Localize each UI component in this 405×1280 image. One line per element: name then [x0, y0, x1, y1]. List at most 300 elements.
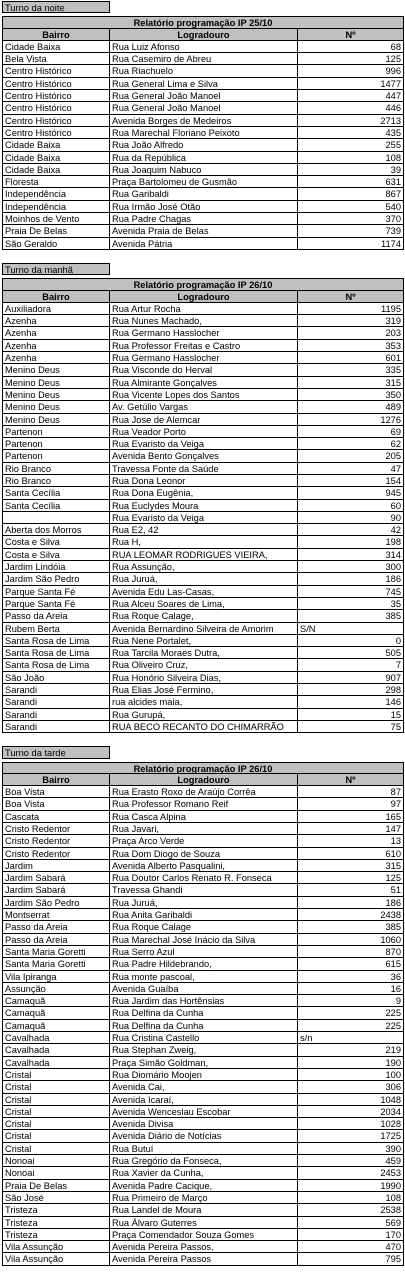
bairro-cell[interactable]: Cidade Baixa [2, 164, 110, 176]
bairro-cell[interactable]: Parque Santa Fé [2, 598, 110, 610]
table-row [2, 426, 404, 438]
table-row [2, 1217, 404, 1229]
bairro-cell[interactable]: Cristo Redentor [2, 835, 110, 847]
numero-cell[interactable]: 1990 [298, 1180, 404, 1192]
numero-cell[interactable]: 255 [298, 139, 404, 151]
numero-cell[interactable]: 69 [298, 426, 404, 438]
bairro-cell[interactable]: Vila Ipiranga [2, 971, 110, 983]
numero-cell[interactable]: 170 [298, 1229, 404, 1241]
numero-cell[interactable]: 100 [298, 1069, 404, 1081]
bairro-cell[interactable]: Menino Deus [2, 364, 110, 376]
table-row [2, 897, 404, 909]
logradouro-cell[interactable]: Rua Stephan Zweig, [110, 1044, 298, 1056]
numero-cell[interactable]: 1725 [298, 1130, 404, 1142]
bairro-cell[interactable]: Partenon [2, 450, 110, 462]
bairro-cell[interactable]: Centro Histórico [2, 102, 110, 114]
numero-cell[interactable]: 945 [298, 487, 404, 499]
numero-cell[interactable]: 335 [298, 364, 404, 376]
numero-cell[interactable]: 1174 [298, 238, 404, 250]
bairro-cell[interactable]: Santa Rosa de Lima [2, 635, 110, 647]
bairro-cell[interactable]: Cristal [2, 1094, 110, 1106]
bairro-cell[interactable]: São João [2, 672, 110, 684]
logradouro-cell[interactable]: Rua Honório Silveira Dias, [110, 672, 298, 684]
numero-cell[interactable]: 51 [298, 884, 404, 896]
bairro-cell[interactable]: Cristal [2, 1143, 110, 1155]
logradouro-cell[interactable]: rua alcides maia, [110, 696, 298, 708]
numero-cell[interactable]: 2713 [298, 115, 404, 127]
logradouro-cell[interactable]: Rua Juruá, [110, 573, 298, 585]
table-row [2, 201, 404, 213]
logradouro-cell[interactable]: Praça Comendador Souza Gomes [110, 1229, 298, 1241]
numero-cell[interactable]: 9 [298, 995, 404, 1007]
bairro-cell[interactable]: Santa Maria Goretti [2, 946, 110, 958]
bairro-cell[interactable]: Camaquã [2, 995, 110, 1007]
bairro-cell[interactable]: Jardim Sabará [2, 872, 110, 884]
logradouro-cell[interactable]: Avenida Alberto Pasqualini, [110, 860, 298, 872]
numero-cell[interactable]: 739 [298, 225, 404, 237]
logradouro-cell[interactable]: Avenida Bento Gonçalves [110, 450, 298, 462]
logradouro-cell[interactable]: Rua Casemiro de Abreu [110, 53, 298, 65]
bairro-cell[interactable]: Rio Branco [2, 463, 110, 475]
logradouro-cell[interactable]: Rua monte pascoal, [110, 971, 298, 983]
bairro-cell[interactable]: Cristal [2, 1130, 110, 1142]
logradouro-cell[interactable]: Rua Euclydes Moura [110, 500, 298, 512]
logradouro-cell[interactable]: Rua Elias José Fermino, [110, 684, 298, 696]
logradouro-cell[interactable]: Rua Delfina da Cunha [110, 1020, 298, 1032]
report-title-row [2, 762, 404, 774]
logradouro-cell[interactable]: Avenida Pátria [110, 238, 298, 250]
logradouro-cell[interactable]: Rua Dom Diogo de Souza [110, 848, 298, 860]
logradouro-cell[interactable]: Praça Simão Goldman, [110, 1057, 298, 1069]
logradouro-cell[interactable]: Avenida Pereira Passos, [110, 1241, 298, 1253]
bairro-cell[interactable]: Azenha [2, 352, 110, 364]
logradouro-cell[interactable]: Rua Butuí [110, 1143, 298, 1155]
bairro-cell[interactable]: Tristeza [2, 1217, 110, 1229]
numero-cell[interactable]: 631 [298, 176, 404, 188]
numero-cell[interactable]: 0 [298, 635, 404, 647]
logradouro-cell[interactable]: RUA BECO RECANTO DO CHIMARRÃO [110, 721, 298, 733]
numero-cell[interactable]: 108 [298, 1192, 404, 1204]
numero-cell[interactable]: 60 [298, 500, 404, 512]
table-row [2, 1143, 404, 1155]
numero-cell[interactable]: 867 [298, 188, 404, 200]
logradouro-cell[interactable]: Rua Primeiro de Março [110, 1192, 298, 1204]
bairro-cell[interactable]: Azenha [2, 327, 110, 339]
bairro-cell[interactable]: Cascata [2, 811, 110, 823]
logradouro-cell[interactable]: Travessa Ghandi [110, 884, 298, 896]
bairro-cell[interactable]: Centro Histórico [2, 127, 110, 139]
logradouro-cell[interactable]: Rua General João Manoel [110, 102, 298, 114]
bairro-cell[interactable]: Rubem Berta [2, 623, 110, 635]
bairro-cell[interactable]: Partenon [2, 438, 110, 450]
logradouro-cell[interactable]: Rua Serro Azul [110, 946, 298, 958]
numero-cell[interactable]: 42 [298, 524, 404, 536]
logradouro-cell[interactable]: Rua Casca Alpina [110, 811, 298, 823]
table-row [2, 238, 404, 250]
logradouro-cell[interactable]: Rua Marechal Floriano Peixoto [110, 127, 298, 139]
numero-cell[interactable]: 446 [298, 102, 404, 114]
logradouro-cell[interactable]: Rua Cristina Castello [110, 1032, 298, 1044]
logradouro-cell[interactable]: Rua Jardim das Hortênsias [110, 995, 298, 1007]
numero-cell[interactable]: 125 [298, 872, 404, 884]
bairro-cell[interactable]: Centro Histórico [2, 78, 110, 90]
numero-cell[interactable]: 1276 [298, 414, 404, 426]
bairro-cell[interactable]: Sarandi [2, 696, 110, 708]
bairro-cell[interactable]: Independência [2, 201, 110, 213]
bairro-cell[interactable]: Auxiliadora [2, 303, 110, 315]
bairro-cell[interactable]: Independência [2, 188, 110, 200]
numero-cell[interactable]: 385 [298, 921, 404, 933]
table-row [2, 598, 404, 610]
logradouro-cell[interactable]: Travessa Fonte da Saúde [110, 463, 298, 475]
bairro-cell[interactable]: Santa Cecília [2, 500, 110, 512]
bairro-cell[interactable]: Passo da Areia [2, 610, 110, 622]
numero-cell[interactable]: S/N [298, 623, 404, 635]
logradouro-cell[interactable]: Rua Diomário Moojen [110, 1069, 298, 1081]
bairro-cell[interactable]: Cristal [2, 1118, 110, 1130]
numero-cell[interactable]: 1028 [298, 1118, 404, 1130]
bairro-cell[interactable]: Cavalhada [2, 1057, 110, 1069]
bairro-cell[interactable]: São José [2, 1192, 110, 1204]
column-header-bairro: Bairro [2, 774, 110, 786]
numero-cell[interactable]: 225 [298, 1007, 404, 1019]
bairro-cell[interactable]: Sarandi [2, 721, 110, 733]
logradouro-cell[interactable]: Rua Nunes Machado, [110, 315, 298, 327]
bairro-cell[interactable]: Jardim [2, 860, 110, 872]
numero-cell[interactable]: 489 [298, 401, 404, 413]
numero-cell[interactable]: 353 [298, 340, 404, 352]
numero-cell[interactable]: 205 [298, 450, 404, 462]
numero-cell[interactable]: 87 [298, 786, 404, 798]
numero-cell[interactable]: 1195 [298, 303, 404, 315]
numero-cell[interactable]: 2438 [298, 909, 404, 921]
bairro-cell[interactable]: Boa Vista [2, 798, 110, 810]
shift-title: Turno da manhã [2, 263, 110, 275]
bairro-cell[interactable]: Boa Vista [2, 786, 110, 798]
bairro-cell[interactable]: Jardim São Pedro [2, 573, 110, 585]
bairro-cell[interactable]: Sarandi [2, 709, 110, 721]
bairro-cell[interactable]: Azenha [2, 315, 110, 327]
logradouro-cell[interactable]: Avenida Praia de Belas [110, 225, 298, 237]
logradouro-cell[interactable]: Rua Tarcila Moraes Dutra, [110, 647, 298, 659]
logradouro-cell[interactable]: Praça Bartolomeu de Gusmão [110, 176, 298, 188]
numero-cell[interactable]: 225 [298, 1020, 404, 1032]
spacer-row [2, 733, 404, 746]
numero-cell[interactable]: 186 [298, 573, 404, 585]
table-row [2, 709, 404, 721]
bairro-cell[interactable]: Camaquã [2, 1007, 110, 1019]
bairro-cell[interactable]: Cristal [2, 1069, 110, 1081]
logradouro-cell[interactable]: Avenida Diário de Notícias [110, 1130, 298, 1142]
numero-cell[interactable]: 165 [298, 811, 404, 823]
numero-cell[interactable]: 35 [298, 598, 404, 610]
numero-cell[interactable]: 300 [298, 561, 404, 573]
table-row [2, 152, 404, 164]
bairro-cell[interactable]: Jardim Sabará [2, 884, 110, 896]
numero-cell[interactable]: 186 [298, 897, 404, 909]
bairro-cell[interactable]: Tristeza [2, 1229, 110, 1241]
numero-cell[interactable]: 154 [298, 475, 404, 487]
numero-cell[interactable]: 203 [298, 327, 404, 339]
numero-cell[interactable]: 306 [298, 1081, 404, 1093]
numero-cell[interactable]: 7 [298, 659, 404, 671]
bairro-cell[interactable]: Aberta dos Morros [2, 524, 110, 536]
bairro-cell[interactable]: Cristo Redentor [2, 823, 110, 835]
numero-cell[interactable]: 459 [298, 1155, 404, 1167]
report-title-row [2, 16, 404, 28]
numero-cell[interactable]: s/n [298, 1032, 404, 1044]
numero-cell[interactable]: 540 [298, 201, 404, 213]
bairro-cell[interactable]: Santa Rosa de Lima [2, 647, 110, 659]
table-row [2, 1253, 404, 1265]
logradouro-cell[interactable]: Rua Xavier da Cunha, [110, 1167, 298, 1179]
numero-cell[interactable]: 219 [298, 1044, 404, 1056]
logradouro-cell[interactable]: Rua H, [110, 536, 298, 548]
bairro-cell[interactable]: Partenon [2, 426, 110, 438]
logradouro-cell[interactable]: Rua Erasto Roxo de Araújo Corrêa [110, 786, 298, 798]
logradouro-cell[interactable]: Avenida Padre Cacique, [110, 1180, 298, 1192]
numero-cell[interactable]: 314 [298, 549, 404, 561]
numero-cell[interactable]: 68 [298, 41, 404, 53]
numero-cell[interactable]: 1060 [298, 934, 404, 946]
bairro-cell[interactable]: Praia De Belas [2, 225, 110, 237]
logradouro-cell[interactable]: Avenida Wenceslau Escobar [110, 1106, 298, 1118]
logradouro-cell[interactable]: Rua Assunção, [110, 561, 298, 573]
logradouro-cell[interactable]: Rua Riachuelo [110, 65, 298, 77]
logradouro-cell[interactable]: Rua Oliveiro Cruz, [110, 659, 298, 671]
numero-cell[interactable]: 90 [298, 512, 404, 524]
bairro-cell[interactable]: Cristal [2, 1081, 110, 1093]
logradouro-cell[interactable]: Rua Dona Leonor [110, 475, 298, 487]
logradouro-cell[interactable]: Rua Delfina da Cunha [110, 1007, 298, 1019]
logradouro-cell[interactable]: Rua Vicente Lopes dos Santos [110, 389, 298, 401]
bairro-cell[interactable]: Menino Deus [2, 401, 110, 413]
logradouro-cell[interactable]: Rua Juruá, [110, 897, 298, 909]
bairro-cell[interactable]: Centro Histórico [2, 65, 110, 77]
numero-cell[interactable]: 315 [298, 860, 404, 872]
logradouro-cell[interactable]: Avenida Pereira Passos [110, 1253, 298, 1265]
numero-cell[interactable]: 795 [298, 1253, 404, 1265]
logradouro-cell[interactable]: Rua Veador Porto [110, 426, 298, 438]
numero-cell[interactable]: 198 [298, 536, 404, 548]
logradouro-cell[interactable]: Rua Roque Calage, [110, 610, 298, 622]
numero-cell[interactable]: 2453 [298, 1167, 404, 1179]
table-row [2, 573, 404, 585]
bairro-cell[interactable]: Sarandi [2, 684, 110, 696]
logradouro-cell[interactable]: Avenida Bernardino Silveira de Amorim [110, 623, 298, 635]
bairro-cell[interactable]: Cidade Baixa [2, 139, 110, 151]
bairro-cell[interactable]: Vila Assunção [2, 1241, 110, 1253]
logradouro-cell[interactable]: Av. Getúlio Vargas [110, 401, 298, 413]
bairro-cell[interactable]: Cidade Baixa [2, 41, 110, 53]
logradouro-cell[interactable]: Rua Álvaro Guterres [110, 1217, 298, 1229]
logradouro-cell[interactable]: Rua Doutor Carlos Renato R. Fonseca [110, 872, 298, 884]
logradouro-cell[interactable]: Rua Padre Hildebrando, [110, 958, 298, 970]
logradouro-cell[interactable]: Rua Marechal José Inácio da Silva [110, 934, 298, 946]
bairro-cell[interactable]: Menino Deus [2, 377, 110, 389]
numero-cell[interactable]: 907 [298, 672, 404, 684]
logradouro-cell[interactable]: Rua Nene Portalet, [110, 635, 298, 647]
table-row [2, 127, 404, 139]
bairro-cell[interactable]: Camaquã [2, 1020, 110, 1032]
bairro-cell[interactable]: Menino Deus [2, 414, 110, 426]
numero-cell[interactable]: 13 [298, 835, 404, 847]
logradouro-cell[interactable]: Avenida Icaraí, [110, 1094, 298, 1106]
numero-cell[interactable]: 1477 [298, 78, 404, 90]
logradouro-cell[interactable]: Rua Luiz Afonso [110, 41, 298, 53]
bairro-cell[interactable]: Floresta [2, 176, 110, 188]
numero-cell[interactable]: 315 [298, 377, 404, 389]
logradouro-cell[interactable]: Rua Visconde do Herval [110, 364, 298, 376]
numero-cell[interactable]: 47 [298, 463, 404, 475]
table-row [2, 327, 404, 339]
report-title: Relatório programação IP 26/10 [2, 278, 404, 290]
numero-cell[interactable]: 39 [298, 164, 404, 176]
logradouro-cell[interactable]: Rua General João Manoel [110, 90, 298, 102]
numero-cell[interactable]: 385 [298, 610, 404, 622]
logradouro-cell[interactable]: Rua Evaristo da Veiga [110, 438, 298, 450]
logradouro-cell[interactable]: Rua Gregório da Fonseca, [110, 1155, 298, 1167]
bairro-cell[interactable]: Santa Cecília [2, 487, 110, 499]
bairro-cell[interactable]: Bela Vista [2, 53, 110, 65]
bairro-cell[interactable]: Cavalhada [2, 1044, 110, 1056]
numero-cell[interactable]: 147 [298, 823, 404, 835]
report-title: Relatório programação IP 26/10 [2, 762, 404, 774]
numero-cell[interactable]: 745 [298, 586, 404, 598]
numero-cell[interactable]: 2034 [298, 1106, 404, 1118]
numero-cell[interactable]: 298 [298, 684, 404, 696]
bairro-cell[interactable]: Cristo Redentor [2, 848, 110, 860]
logradouro-cell[interactable]: Rua Alceu Soares de Lima, [110, 598, 298, 610]
logradouro-cell[interactable]: Rua Germano Hasslocher [110, 352, 298, 364]
logradouro-cell[interactable]: Avenida Guaíba [110, 983, 298, 995]
bairro-cell[interactable]: Moinhos de Vento [2, 213, 110, 225]
numero-cell[interactable]: 435 [298, 127, 404, 139]
numero-cell[interactable]: 870 [298, 946, 404, 958]
logradouro-cell[interactable]: Rua Joaquim Nabuco [110, 164, 298, 176]
bairro-cell[interactable]: Parque Santa Fé [2, 586, 110, 598]
logradouro-cell[interactable]: Rua Javari, [110, 823, 298, 835]
bairro-cell[interactable]: Santa Rosa de Lima [2, 659, 110, 671]
numero-cell[interactable]: 601 [298, 352, 404, 364]
logradouro-cell[interactable]: Rua General Lima e Silva [110, 78, 298, 90]
bairro-cell[interactable]: Vila Assunção [2, 1253, 110, 1265]
numero-cell[interactable]: 996 [298, 65, 404, 77]
logradouro-cell[interactable]: Rua Garibaldi [110, 188, 298, 200]
bairro-cell[interactable]: Cidade Baixa [2, 152, 110, 164]
bairro-cell[interactable]: Montserrat [2, 909, 110, 921]
logradouro-cell[interactable]: Rua Artur Rocha [110, 303, 298, 315]
bairro-cell[interactable]: Nonoai [2, 1167, 110, 1179]
column-header-numero: Nº [298, 291, 404, 303]
logradouro-cell[interactable]: Avenida Divisa [110, 1118, 298, 1130]
logradouro-cell[interactable]: Rua Roque Calage [110, 921, 298, 933]
numero-cell[interactable]: 447 [298, 90, 404, 102]
table-row [2, 512, 404, 524]
numero-cell[interactable]: 146 [298, 696, 404, 708]
numero-cell[interactable]: 505 [298, 647, 404, 659]
bairro-cell[interactable]: Jardim Lindóia [2, 561, 110, 573]
logradouro-cell[interactable]: Rua Irmão José Otão [110, 201, 298, 213]
numero-cell[interactable]: 16 [298, 983, 404, 995]
bairro-cell[interactable]: Centro Histórico [2, 90, 110, 102]
table-row [2, 823, 404, 835]
numero-cell[interactable]: 610 [298, 848, 404, 860]
logradouro-cell[interactable]: Avenida Edu Las-Casas, [110, 586, 298, 598]
logradouro-cell[interactable]: Rua Jose de Alemcar [110, 414, 298, 426]
bairro-cell[interactable]: Rio Branco [2, 475, 110, 487]
numero-cell[interactable]: 36 [298, 971, 404, 983]
logradouro-cell[interactable]: Rua Germano Hasslocher [110, 327, 298, 339]
logradouro-cell[interactable]: Rua Almirante Gonçalves [110, 377, 298, 389]
logradouro-cell[interactable]: Avenida Cai, [110, 1081, 298, 1093]
bairro-cell[interactable]: Jardim São Pedro [2, 897, 110, 909]
logradouro-cell[interactable]: Rua João Alfredo [110, 139, 298, 151]
numero-cell[interactable]: 569 [298, 1217, 404, 1229]
numero-cell[interactable]: 108 [298, 152, 404, 164]
numero-cell[interactable]: 1048 [298, 1094, 404, 1106]
bairro-cell[interactable]: Costa e Silva [2, 549, 110, 561]
logradouro-cell[interactable]: Rua Professor Freitas e Castro [110, 340, 298, 352]
logradouro-cell[interactable]: Rua da República [110, 152, 298, 164]
bairro-cell[interactable]: Tristeza [2, 1204, 110, 1216]
logradouro-cell[interactable]: Avenida Borges de Medeiros [110, 115, 298, 127]
logradouro-cell[interactable]: Rua E2, 42 [110, 524, 298, 536]
numero-cell[interactable]: 15 [298, 709, 404, 721]
numero-cell[interactable]: 615 [298, 958, 404, 970]
numero-cell[interactable]: 370 [298, 213, 404, 225]
bairro-cell[interactable] [2, 512, 110, 524]
logradouro-cell[interactable]: Rua Anita Garibaldi [110, 909, 298, 921]
numero-cell[interactable]: 350 [298, 389, 404, 401]
bairro-cell[interactable]: Santa Maria Goretti [2, 958, 110, 970]
logradouro-cell[interactable]: Rua Evaristo da Veiga [110, 512, 298, 524]
numero-cell[interactable]: 75 [298, 721, 404, 733]
numero-cell[interactable]: 470 [298, 1241, 404, 1253]
logradouro-cell[interactable]: RUA LEOMAR RODRIGUES VIEIRA, [110, 549, 298, 561]
bairro-cell[interactable]: Costa e Silva [2, 536, 110, 548]
numero-cell[interactable]: 390 [298, 1143, 404, 1155]
logradouro-cell[interactable]: Rua Landel de Moura [110, 1204, 298, 1216]
logradouro-cell[interactable]: Rua Gurupá, [110, 709, 298, 721]
bairro-cell[interactable]: Centro Histórico [2, 115, 110, 127]
shift-title-row [2, 263, 404, 275]
numero-cell[interactable]: 319 [298, 315, 404, 327]
table-row [2, 41, 404, 53]
logradouro-cell[interactable]: Rua Professor Romano Reif [110, 798, 298, 810]
bairro-cell[interactable]: Assunção [2, 983, 110, 995]
bairro-cell[interactable]: Praia De Belas [2, 1180, 110, 1192]
bairro-cell[interactable]: Passo da Areia [2, 921, 110, 933]
bairro-cell[interactable]: Menino Deus [2, 389, 110, 401]
logradouro-cell[interactable]: Rua Padre Chagas [110, 213, 298, 225]
numero-cell[interactable]: 62 [298, 438, 404, 450]
logradouro-cell[interactable]: Rua Dona Eugênia, [110, 487, 298, 499]
bairro-cell[interactable]: Azenha [2, 340, 110, 352]
numero-cell[interactable]: 2538 [298, 1204, 404, 1216]
table-row [2, 475, 404, 487]
numero-cell[interactable]: 190 [298, 1057, 404, 1069]
bairro-cell[interactable]: Nonoai [2, 1155, 110, 1167]
numero-cell[interactable]: 125 [298, 53, 404, 65]
bairro-cell[interactable]: Passo da Areia [2, 934, 110, 946]
bairro-cell[interactable]: Cristal [2, 1106, 110, 1118]
numero-cell[interactable]: 97 [298, 798, 404, 810]
logradouro-cell[interactable]: Praça Arco Verde [110, 835, 298, 847]
table-header-row [2, 291, 404, 303]
bairro-cell[interactable]: São Geraldo [2, 238, 110, 250]
bairro-cell[interactable]: Cavalhada [2, 1032, 110, 1044]
